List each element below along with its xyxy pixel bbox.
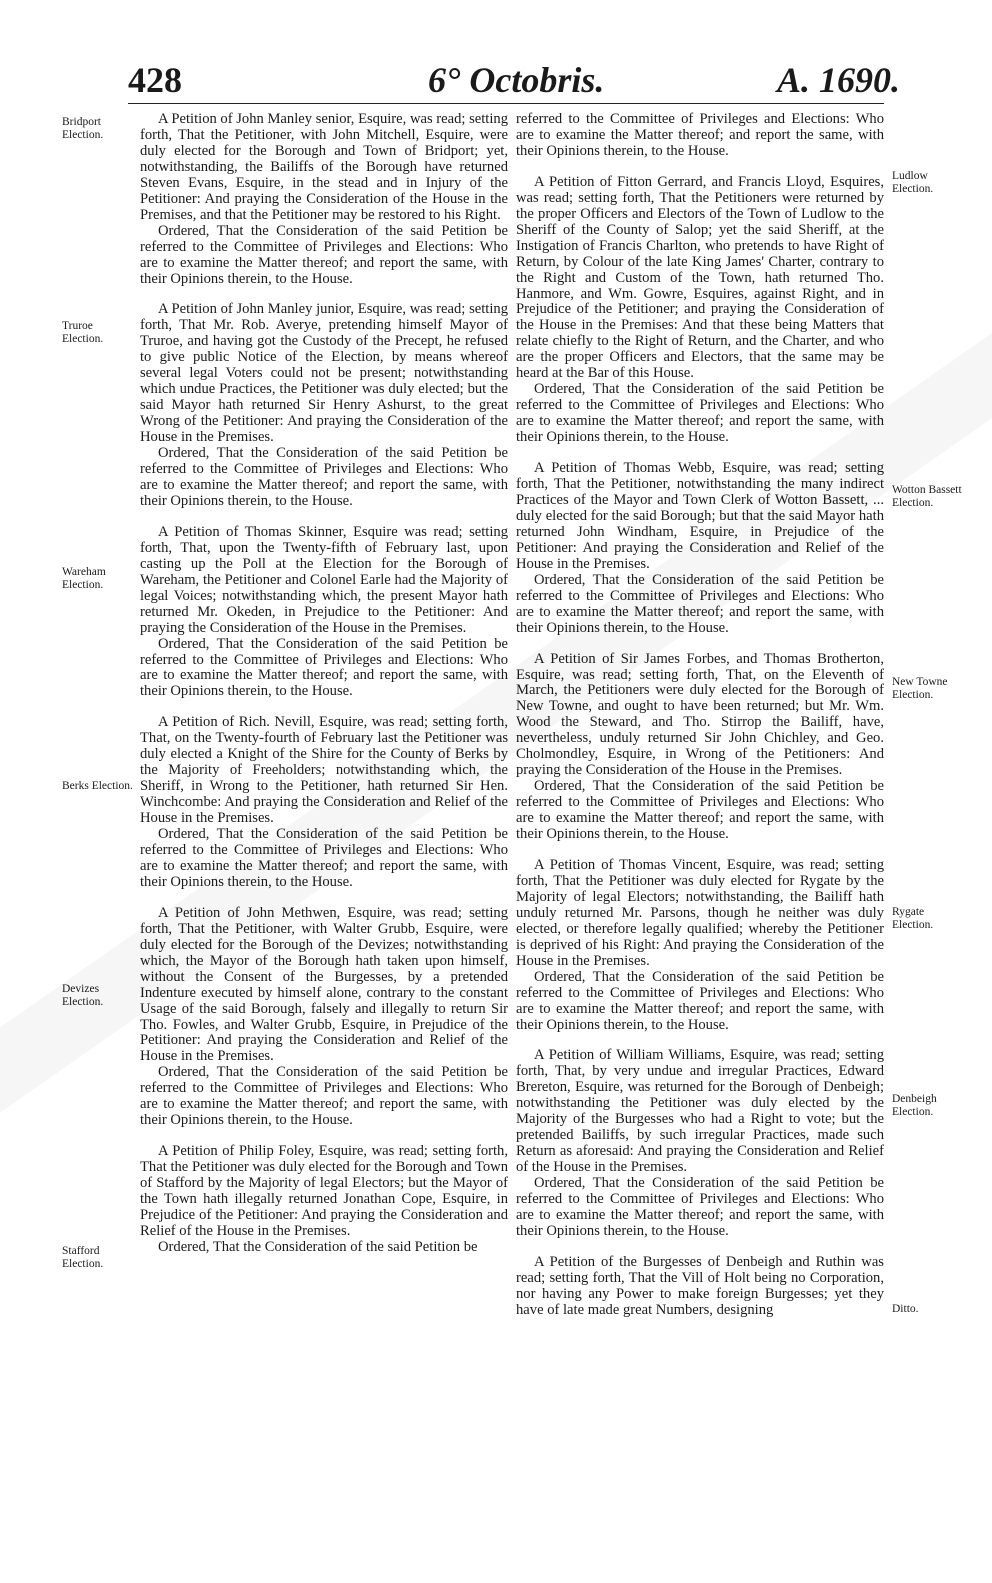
order-paragraph: Ordered, That the Consideration of the said Petition be [158,1238,478,1255]
left-text-column [140,112,508,1256]
margin-note-rygate: Rygate Election. [892,906,934,931]
petition-paragraph: A Petition of Thomas Vincent, Esquire, was read; setting forth, That the Petitioner was duly elected for Rygate by the Majority of legal Electors; notwithstanding, the Bailiff hath unduly returned Mr. Parsons, though he neither was duly elected, or therefore legally qualified; whereby the Petitioner is deprived of his Right: And praying the Consideration of the House in the Premises. [516,856,884,969]
margin-note-newtowne: New Towne Election. [892,676,948,701]
petition-paragraph: A Petition of William Williams, Esquire, was read; setting forth, That, by very undue and irregular Practices, Edward Brereton, Esquire, was returned for the Borough of Denbeigh; notwithstanding the Petitioner was duly elected by the Majority of the Burgesses who had a Right to vote; but the pretended Bailiffs, by such irregular Practices, made such Return as aforesaid: And praying the Consideration and Relief of the House in the Premises. [516,1047,884,1176]
order-paragraph: Ordered, That the Consideration of the said Petition be referred to the Committee of Privileges and Elections: Who are to examine the Matter thereof; and report the same, with their Opinions therein, to the House. [140,1064,508,1129]
order-paragraph: Ordered, That the Consideration of the said Petition be referred to the Committee of Privileges and Elections: Who are to examine the Matter thereof; and report the same, with their Opinions therein, to the House. [140,826,508,890]
margin-note-bridport: Bridport Election. [62,116,104,141]
petition-paragraph: A Petition of Philip Foley, Esquire, was read; setting forth, That the Petitioner was duly elected for the Borough and Town of Stafford by the Majority of legal Electors; but the Mayor of the Town hath illegally returned Jonathan Cope, Esquire, in Prejudice of the Petitioner: And praying the Consideration and Relief of the House in the Premises. [140,1143,508,1239]
page-year-heading: A. 1690. [777,60,901,100]
order-paragraph: Ordered, That the Consideration of the said Petition be referred to the Committee of Privileges and Elections: Who are to examine the Matter thereof; and report the same, with their Opinions therein, to the House. [516,968,884,1033]
order-paragraph: Ordered, That the Consideration of the said Petition be referred to the Committee of Privileges and Elections: Who are to examine the Matter thereof; and report the same, with their Opinions therein, to the House. [140,445,508,509]
petition-paragraph: A Petition of John Methwen, Esquire, was read; setting forth, That the Petitioner, with Walter Grubb, Esquire, were duly elected for the Borough of the Devizes; notwithstanding which, the Mayor of the Borough hath taken upon himself, without the Consent of the Burgesses, by a pretended Indenture executed by himself alone, contrary to the constant Usage of the said Borough, falsely and illegally to return Sir Tho. Fowles, and Walter Grubb, Esquire, in Prejudice of the Petitioner: And praying the Consideration and Relief of the House in the Premises. [140,904,508,1065]
order-paragraph: Ordered, That the Consideration of the said Petition be referred to the Committee of Privileges and Elections: Who are to examine the Matter thereof; and report the same, with their Opinions therein, to the House. [516,571,884,636]
continued-paragraph: referred to the Committee of Privileges and Elections: Who are to examine the Matter thereof; and report the same, with their Opinions therein, to the House. [516,111,884,159]
header-rule [128,103,884,104]
order-paragraph: Ordered, That the Consideration of the said Petition be referred to the Committee of Privileges and Elections: Who are to examine the Matter thereof; and report the same, with their Opinions therein, to the House. [140,635,508,700]
petition-paragraph: A Petition of John Manley senior, Esquire, was read; setting forth, That the Petitioner, with John Mitchell, Esquire, were duly elected for the Borough and Town of Bridport; yet, notwithstanding, the Bailiffs of the Borough have returned Steven Evans, Esquire, in the stead and in Injury of the Petitioner: And praying the Consideration of the House in the Premises, and that the Petitioner may be restored to his Right. [140,111,509,223]
petition-paragraph: A Petition of Fitton Gerrard, and Francis Lloyd, Esquires, was read; setting forth, That the Petitioners were returned by the proper Officers and Electors of the Town of Ludlow to the Sheriff of the County of Salop; yet the said Sheriff, at the Instigation of Francis Charlton, who pretends to have Right of Return, by Colour of the late King James' Charter, contrary to the Right and Custom of the Town, hath returned Tho. Hanmore, and Wm. Gowre, Esquires, against Right, and in Prejudice of the Petitioner; and praying the Consideration of the House in the Premises: And that these being Matters that relate chiefly to the Right of Return, and the Charter, and who are the proper Officers and Electors, that the same may be heard at the Bar of this House. [516,173,884,382]
margin-note-ludlow: Ludlow Election. [892,170,934,195]
margin-note-devizes: Devizes Election. [62,983,104,1008]
margin-note-wotton: Wotton Bassett Election. [892,484,962,509]
order-paragraph: Ordered, That the Consideration of the said Petition be referred to the Committee of Privileges and Elections: Who are to examine the Matter thereof; and report the same, with their Opinions therein, to the House. [516,381,884,446]
order-paragraph: Ordered, That the Consideration of the said Petition be referred to the Committee of Privileges and Elections: Who are to examine the Matter thereof; and report the same, with their Opinions therein, to the House. [516,778,884,843]
margin-note-wareham: Wareham Election. [62,566,106,591]
margin-note-truroe: Truroe Election. [62,320,104,345]
page-date-heading: 6° Octobris. [428,60,605,100]
right-text-column [516,112,884,1319]
petition-paragraph: A Petition of Thomas Skinner, Esquire was read; setting forth, That, upon the Twenty-fifth of February last, upon casting up the Poll at the Election for the Borough of Wareham, the Petitioner and Colonel Earle had the Majority of legal Voices; notwithstanding which, the present Mayor hath returned Mr. Okeden, in Prejudice to the Petitioner: And praying the Consideration of the House in the Premises. [140,523,508,636]
petition-paragraph: A Petition of John Manley junior, Esquire, was read; setting forth, That Mr. Rob. Averye, pretending himself Mayor of Truroe, and having got the Custody of the Precept, he refused to give public Notice of the Election, by means whereof several legal Voters could not be present; notwithstanding which undue Practices, the Petitioner was duly elected; but the said Mayor hath returned Sir Henry Ashurst, to the great Wrong of the Petitioner: And praying the Consideration of the House in the Premises. [140,301,508,446]
petition-paragraph: A Petition of Thomas Webb, Esquire, was read; setting forth, That the Petitioner, notwithstanding the many indirect Practices of the Mayor and Town Clerk of Wotton Bassett, ... duly elected for the said Borough; but that the said Mayor hath returned John Windham, Esquire, in Prejudice of the Petitioner: And praying the Consideration and Relief of the House in the Premises. [516,460,884,572]
margin-note-berks: Berks Election. [62,780,133,792]
petition-paragraph: A Petition of the Burgesses of Denbeigh and Ruthin was read; setting forth, That the Vill of Holt being no Corporation, nor having any Power to make foreign Burgesses; yet they have of late made great Numbers, designing [516,1253,884,1318]
margin-note-ditto: Ditto. [892,1303,919,1315]
page-number: 428 [128,60,182,100]
order-paragraph: Ordered, That the Consideration of the said Petition be referred to the Committee of Privileges and Elections: Who are to examine the Matter thereof; and report the same, with their Opinions therein, to the House. [516,1175,884,1239]
margin-note-stafford: Stafford Election. [62,1245,104,1270]
petition-paragraph: A Petition of Sir James Forbes, and Thomas Brotherton, Esquire, was read; setting forth, That, on the Eleventh of March, the Petitioners were duly elected for the Borough of New Towne, and ought to have been returned; but Mr. Wm. Wood the Steward, and Tho. Stirrop the Bailiff, have, nevertheless, unduly returned Sir John Chichley, and Geo. Cholmondley, Esquire, in Wrong of the Petitioners: And praying the Consideration of the House in the Premises. [516,650,884,779]
order-paragraph: Ordered, That the Consideration of the said Petition be referred to the Committee of Privileges and Elections: Who are to examine the Matter thereof; and report the same, with their Opinions therein, to the House. [140,222,508,287]
petition-paragraph: A Petition of Rich. Nevill, Esquire, was read; setting forth, That, on the Twenty-fourth of February last the Petitioner was duly elected a Knight of the Shire for the County of Berks by the Majority of Freeholders; notwithstanding which, the Sheriff, in Wrong to the Petitioner, hath returned Sir Hen. Winchcombe: And praying the Consideration and Relief of the House in the Premises. [140,714,508,827]
margin-note-denbeigh: Denbeigh Election. [892,1093,937,1118]
